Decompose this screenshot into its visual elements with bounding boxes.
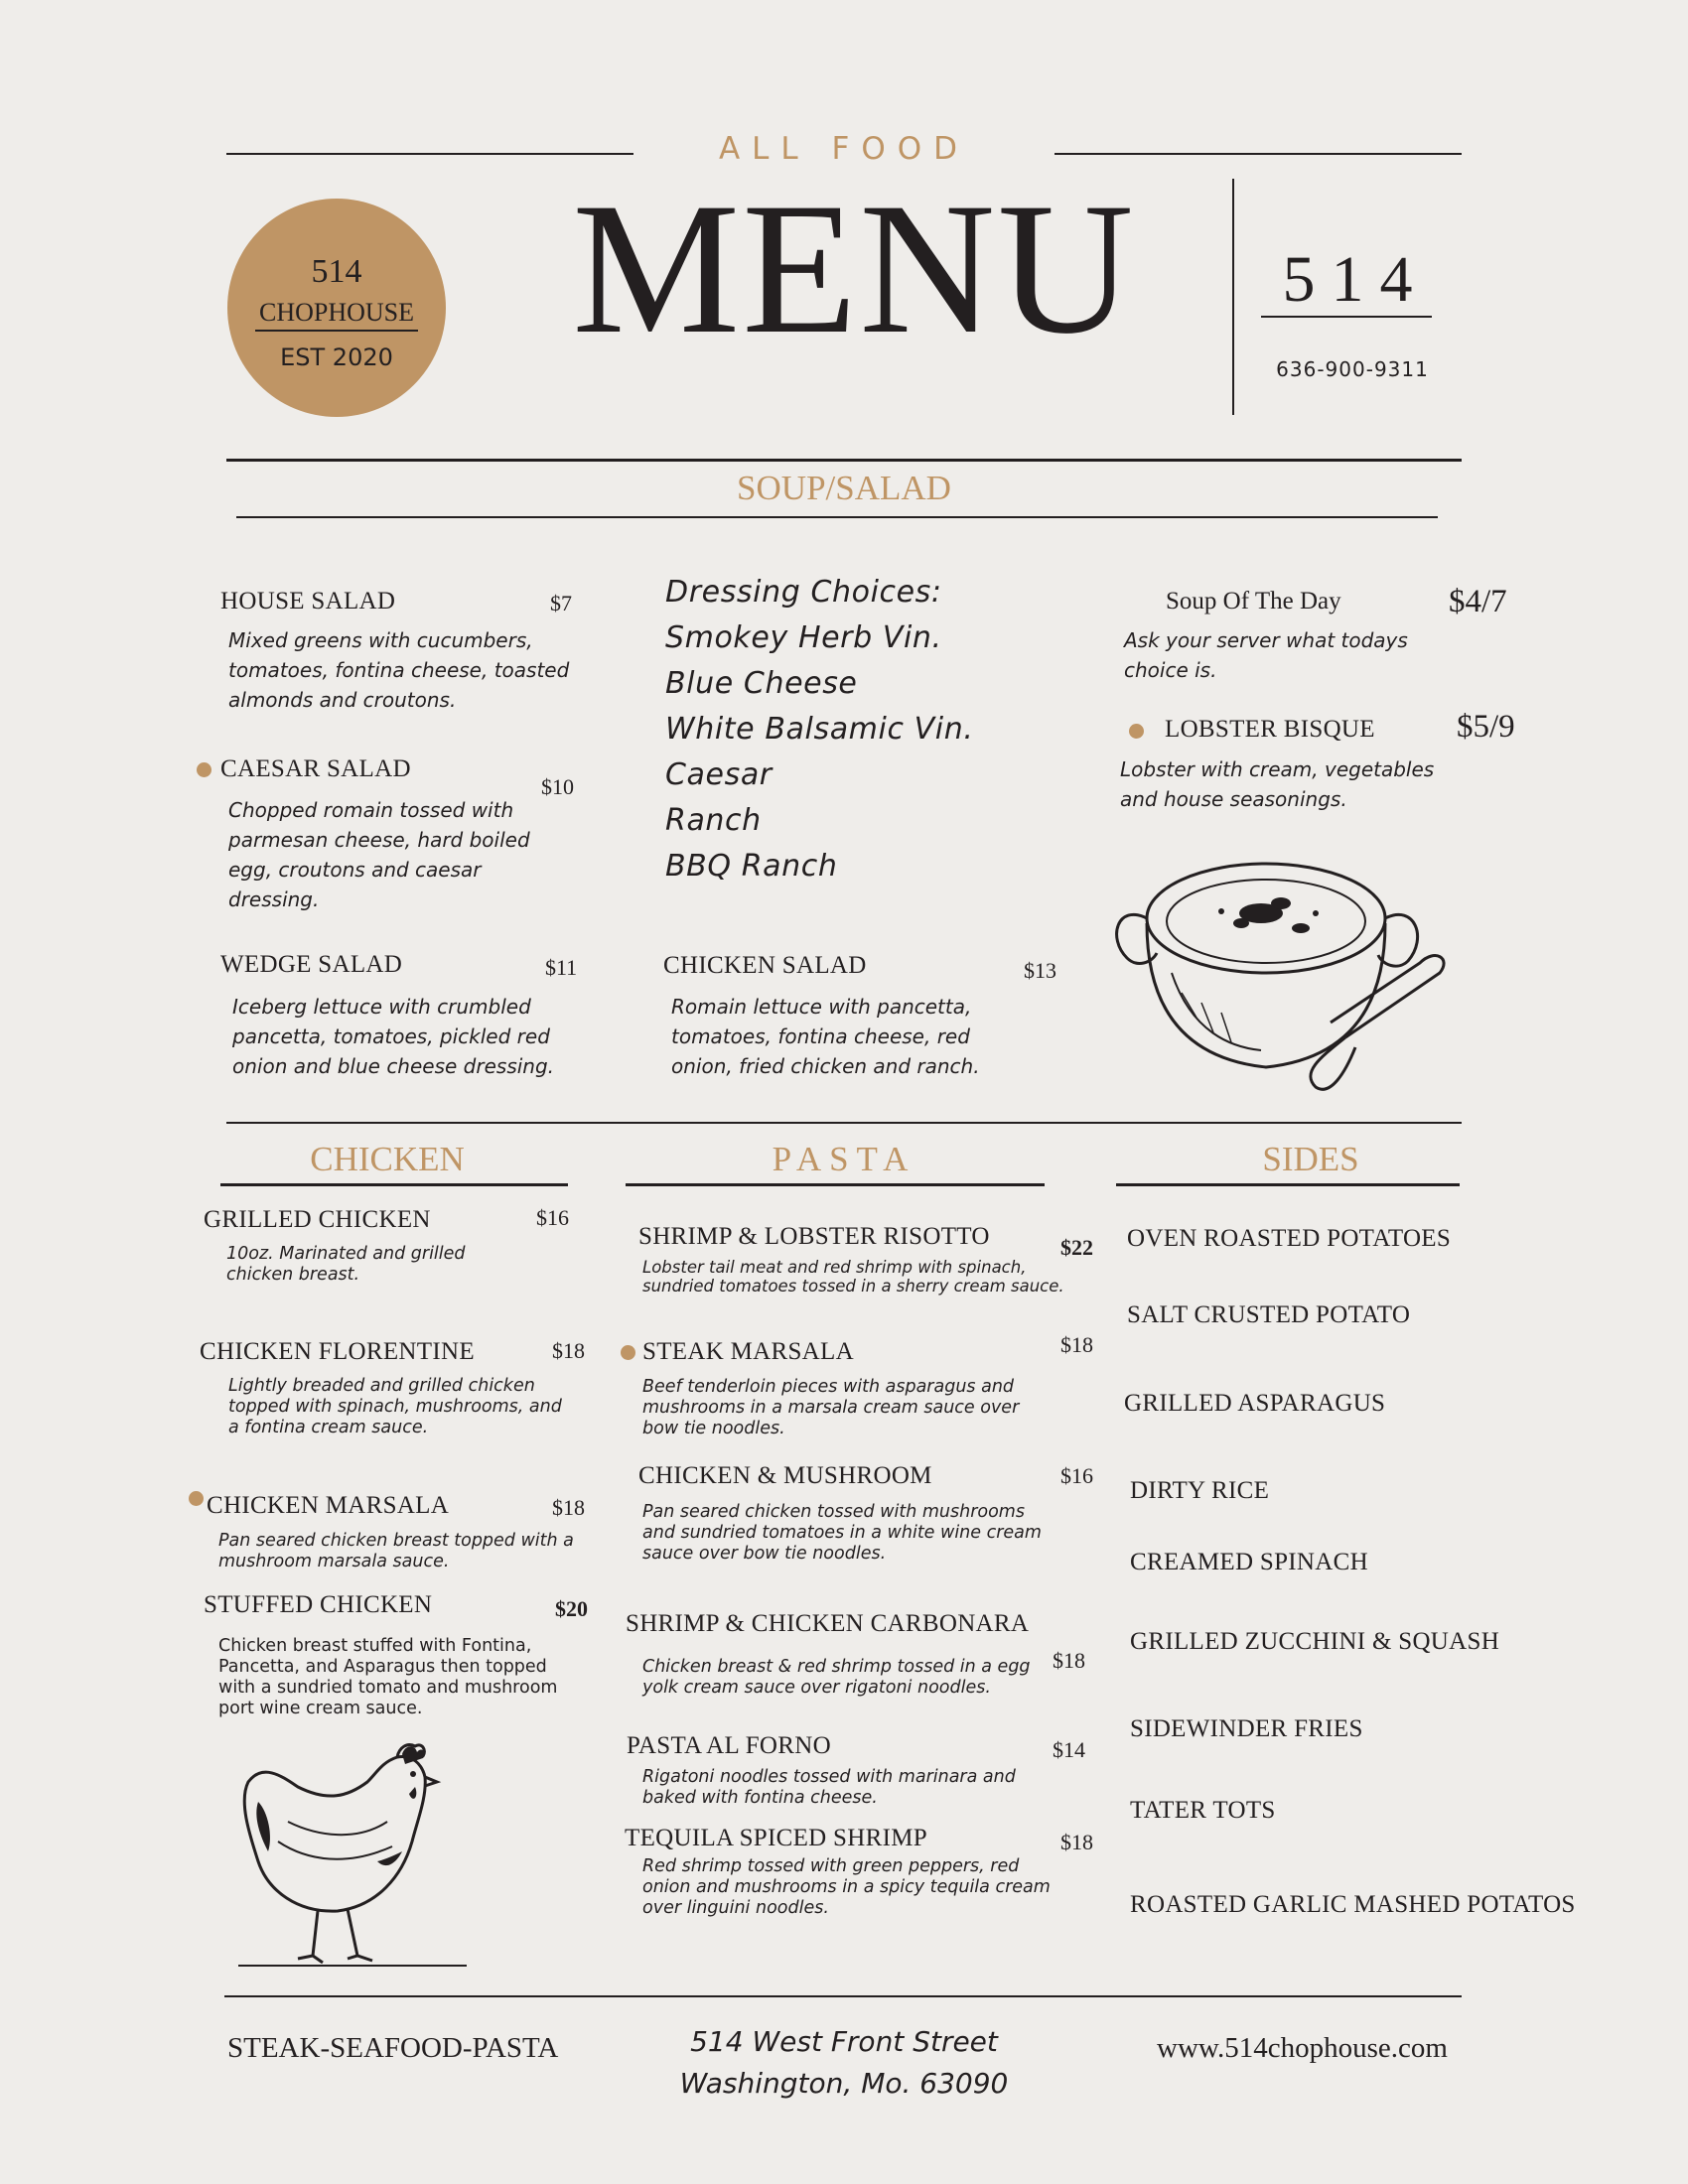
item-soup-of-day-desc: Ask your server what todays choice is. bbox=[1124, 628, 1408, 682]
header-rule-right bbox=[1055, 153, 1462, 155]
item-soup-of-day-price: $4/7 bbox=[1449, 584, 1507, 619]
item-chicken-mushroom-price: $16 bbox=[1060, 1463, 1093, 1488]
dressing-item: Blue Cheese bbox=[665, 666, 858, 701]
page-title: MENU bbox=[572, 165, 1136, 373]
section-title-soup-salad: SOUP/SALAD bbox=[737, 469, 951, 507]
item-stuffed-chicken-price: $20 bbox=[555, 1596, 588, 1621]
item-chicken-mushroom-name: CHICKEN & MUSHROOM bbox=[638, 1462, 932, 1489]
side-item: SIDEWINDER FRIES bbox=[1130, 1715, 1363, 1742]
side-item: DIRTY RICE bbox=[1130, 1477, 1270, 1504]
side-item: ROASTED GARLIC MASHED POTATOS bbox=[1130, 1891, 1576, 1918]
item-shrimp-lobster-risotto-price: $22 bbox=[1060, 1235, 1093, 1260]
dressing-item: Smokey Herb Vin. bbox=[665, 620, 942, 655]
logo-number: 514 bbox=[311, 253, 362, 290]
item-stuffed-chicken-name: STUFFED CHICKEN bbox=[204, 1591, 433, 1618]
signature-dot bbox=[197, 762, 211, 777]
footer-address-line2: Washington, Mo. 63090 bbox=[679, 2067, 1009, 2100]
item-tequila-spiced-shrimp-price: $18 bbox=[1060, 1830, 1093, 1854]
item-chicken-marsala-desc: Pan seared chicken breast topped with a mushroom marsala sauce. bbox=[218, 1531, 574, 1571]
dressing-item: Ranch bbox=[665, 803, 762, 838]
item-chicken-marsala-price: $18 bbox=[552, 1495, 585, 1520]
signature-dot bbox=[1129, 724, 1144, 739]
side-item: GRILLED ZUCCHINI & SQUASH bbox=[1130, 1628, 1500, 1655]
header-kicker: ALL FOOD bbox=[718, 131, 970, 167]
item-shrimp-chicken-carbonara-price: $18 bbox=[1053, 1648, 1085, 1673]
item-house-salad-price: $7 bbox=[550, 591, 572, 615]
item-chicken-marsala-name: CHICKEN MARSALA bbox=[207, 1492, 450, 1519]
item-shrimp-chicken-carbonara-desc: Chicken breast & red shrimp tossed in a egg yolk cream sauce over rigatoni noodles. bbox=[642, 1657, 1031, 1698]
item-tequila-spiced-shrimp-name: TEQUILA SPICED SHRIMP bbox=[625, 1825, 927, 1851]
number-mark-underline bbox=[1261, 316, 1432, 318]
footer-tagline: STEAK-SEAFOOD-PASTA bbox=[227, 2032, 559, 2064]
item-caesar-salad-name: CAESAR SALAD bbox=[220, 755, 411, 782]
phone-number: 636-900-9311 bbox=[1276, 357, 1429, 381]
dressing-item: White Balsamic Vin. bbox=[665, 712, 974, 747]
side-item: CREAMED SPINACH bbox=[1130, 1549, 1368, 1575]
item-stuffed-chicken-desc: Chicken breast stuffed with Fontina, Pancetta, and Asparagus then topped with a sundried tomato and mushroom port wine cream sauce. bbox=[218, 1636, 558, 1718]
header-vertical-rule bbox=[1232, 179, 1234, 415]
side-item: TATER TOTS bbox=[1130, 1797, 1276, 1824]
item-pasta-al-forno-name: PASTA AL FORNO bbox=[627, 1732, 831, 1759]
soup-salad-rule-bottom bbox=[236, 516, 1438, 518]
logo-divider bbox=[255, 330, 418, 332]
item-chicken-florentine-price: $18 bbox=[552, 1338, 585, 1363]
item-chicken-florentine-desc: Lightly breaded and grilled chicken topped with spinach, mushrooms, and a fontina cream sauce. bbox=[228, 1376, 562, 1437]
item-steak-marsala-name: STEAK MARSALA bbox=[642, 1338, 854, 1365]
section-title-chicken: CHICKEN bbox=[310, 1140, 465, 1178]
item-chicken-mushroom-desc: Pan seared chicken tossed with mushrooms and sundried tomatoes in a white wine cream sauce over bow tie noodles. bbox=[642, 1502, 1042, 1564]
logo-established: EST 2020 bbox=[280, 343, 393, 371]
item-chicken-salad-price: $13 bbox=[1024, 958, 1056, 983]
item-steak-marsala-desc: Beef tenderloin pieces with asparagus and mushrooms in a marsala cream sauce over bow tie noodles. bbox=[642, 1377, 1020, 1438]
item-chicken-florentine-name: CHICKEN FLORENTINE bbox=[200, 1338, 475, 1365]
item-lobster-bisque-desc: Lobster with cream, vegetables and house seasonings. bbox=[1120, 757, 1435, 811]
item-pasta-al-forno-desc: Rigatoni noodles tossed with marinara and baked with fontina cheese. bbox=[642, 1767, 1016, 1808]
pasta-title-rule bbox=[626, 1183, 1045, 1186]
side-item: GRILLED ASPARAGUS bbox=[1124, 1390, 1386, 1417]
signature-dot bbox=[189, 1491, 204, 1506]
item-shrimp-lobster-risotto-name: SHRIMP & LOBSTER RISOTTO bbox=[638, 1223, 990, 1250]
hen-icon bbox=[228, 1742, 477, 1990]
soup-salad-rule-top bbox=[226, 459, 1462, 462]
side-item: SALT CRUSTED POTATO bbox=[1127, 1301, 1411, 1328]
item-wedge-salad-price: $11 bbox=[545, 955, 578, 980]
side-item: OVEN ROASTED POTATOES bbox=[1127, 1225, 1452, 1252]
item-wedge-salad-desc: Iceberg lettuce with crumbled pancetta, tomatoes, pickled red onion and blue cheese dressing. bbox=[232, 995, 555, 1078]
logo-name: CHOPHOUSE bbox=[258, 298, 415, 327]
item-lobster-bisque-price: $5/9 bbox=[1457, 709, 1515, 745]
item-house-salad-name: HOUSE SALAD bbox=[220, 588, 396, 614]
sides-title-rule bbox=[1116, 1183, 1460, 1186]
item-caesar-salad-price: $10 bbox=[541, 774, 574, 799]
item-grilled-chicken-price: $16 bbox=[536, 1205, 569, 1230]
item-chicken-salad-desc: Romain lettuce with pancetta, tomatoes, fontina cheese, red onion, fried chicken and ranch. bbox=[671, 995, 980, 1078]
item-grilled-chicken-desc: 10oz. Marinated and grilled chicken breast. bbox=[226, 1244, 466, 1285]
dressing-title: Dressing Choices: bbox=[665, 575, 942, 610]
item-lobster-bisque-name: LOBSTER BISQUE bbox=[1165, 716, 1375, 743]
signature-dot bbox=[621, 1345, 635, 1360]
footer-website-link[interactable]: www.514chophouse.com bbox=[1157, 2032, 1448, 2064]
soup-pot-icon bbox=[1102, 844, 1470, 1122]
item-shrimp-lobster-risotto-desc: Lobster tail meat and red shrimp with spinach, sundried tomatoes tossed in a sherry cream sauce. bbox=[642, 1258, 1064, 1296]
footer-rule bbox=[224, 1995, 1462, 1997]
dressing-item: BBQ Ranch bbox=[665, 849, 838, 884]
header-rule-left bbox=[226, 153, 633, 155]
footer-address-line1: 514 West Front Street bbox=[690, 2025, 998, 2058]
item-tequila-spiced-shrimp-desc: Red shrimp tossed with green peppers, red onion and mushrooms in a spicy tequila cream over linguini noodles. bbox=[642, 1856, 1051, 1918]
item-pasta-al-forno-price: $14 bbox=[1053, 1737, 1085, 1762]
item-grilled-chicken-name: GRILLED CHICKEN bbox=[204, 1206, 431, 1233]
item-chicken-salad-name: CHICKEN SALAD bbox=[663, 952, 867, 979]
chicken-title-rule bbox=[220, 1183, 568, 1186]
section-title-sides: SIDES bbox=[1262, 1140, 1359, 1178]
number-mark: 514 bbox=[1282, 243, 1429, 316]
item-wedge-salad-name: WEDGE SALAD bbox=[220, 951, 403, 978]
item-steak-marsala-price: $18 bbox=[1060, 1332, 1093, 1357]
item-soup-of-day-name: Soup Of The Day bbox=[1166, 588, 1341, 614]
logo-badge bbox=[227, 199, 446, 417]
lower-rule-top bbox=[226, 1122, 1462, 1124]
item-shrimp-chicken-carbonara-name: SHRIMP & CHICKEN CARBONARA bbox=[626, 1610, 1030, 1637]
section-title-pasta: PASTA bbox=[772, 1140, 916, 1178]
item-house-salad-desc: Mixed greens with cucumbers, tomatoes, fontina cheese, toasted almonds and croutons. bbox=[228, 628, 570, 712]
item-caesar-salad-desc: Chopped romain tossed with parmesan cheese, hard boiled egg, croutons and caesar dressing. bbox=[228, 798, 530, 911]
dressing-item: Caesar bbox=[665, 757, 773, 792]
